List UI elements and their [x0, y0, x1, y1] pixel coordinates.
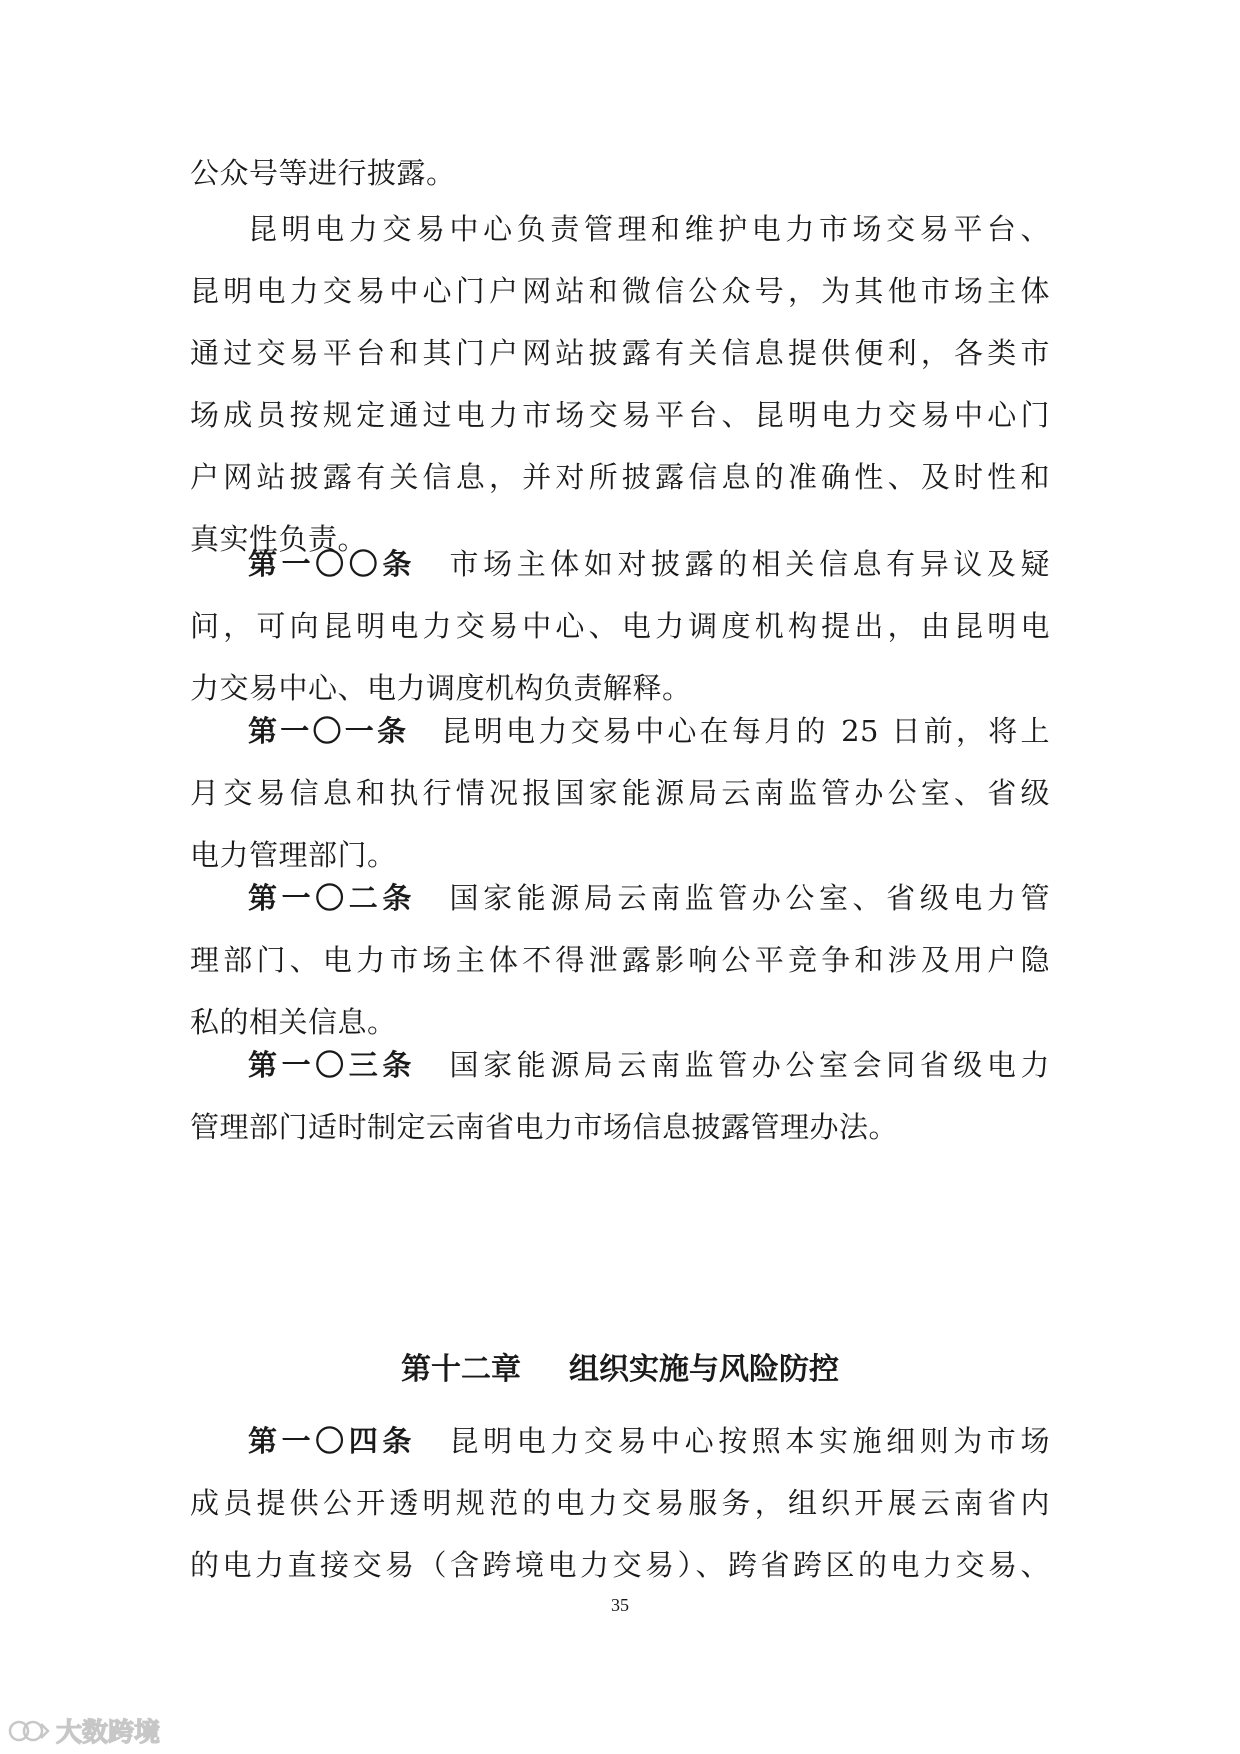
text-line: 的电力直接交易（含跨境电力交易）、跨省跨区的电力交易、 — [190, 1548, 1050, 1582]
brand-logo-icon — [8, 1716, 50, 1746]
text-line: 公众号等进行披露。 — [190, 156, 456, 190]
text-line: 户网站披露有关信息，并对所披露信息的准确性、及时性和 — [190, 460, 1050, 494]
article-text: 市场主体如对披露的相关信息有异议及疑 — [449, 547, 1050, 581]
article-101 — [190, 700, 1050, 886]
text-line: 昆明电力交易中心负责管理和维护电力市场交易平台、 — [248, 212, 1050, 246]
watermark — [8, 1712, 160, 1749]
text-line — [190, 700, 1050, 762]
article-heading: 第一〇一条 — [248, 714, 410, 748]
chapter-title: 组织实施与风险防控 — [569, 1352, 839, 1387]
article-heading: 第一〇〇条 — [248, 547, 416, 581]
chapter-number: 第十二章 — [401, 1352, 521, 1387]
article-text: 国家能源局云南监管办公室、省级电力管 — [449, 881, 1050, 915]
article-text: 昆明电力交易中心在每月的 25 日前，将上 — [441, 714, 1050, 748]
article-100 — [190, 533, 1050, 719]
article-104 — [190, 1410, 1050, 1596]
text-line: 问，可向昆明电力交易中心、电力调度机构提出，由昆明电 — [190, 609, 1050, 643]
text-line: 私的相关信息。 — [190, 1005, 397, 1039]
article-text: 昆明电力交易中心按照本实施细则为市场 — [449, 1424, 1050, 1458]
text-line: 昆明电力交易中心门户网站和微信公众号，为其他市场主体 — [190, 274, 1050, 308]
text-line: 成员提供公开透明规范的电力交易服务，组织开展云南省内 — [190, 1486, 1050, 1520]
text-line: 力交易中心、电力调度机构负责解释。 — [190, 671, 692, 705]
text-line: 通过交易平台和其门户网站披露有关信息提供便利，各类市 — [190, 336, 1050, 370]
chapter-heading — [190, 1340, 1050, 1400]
text-line: 月交易信息和执行情况报国家能源局云南监管办公室、省级 — [190, 776, 1050, 810]
article-heading: 第一〇四条 — [248, 1424, 416, 1458]
text-line: 理部门、电力市场主体不得泄露影响公平竞争和涉及用户隐 — [190, 943, 1050, 977]
watermark-text: 大数跨境 — [56, 1718, 161, 1748]
article-102 — [190, 867, 1050, 1053]
text-line: 真实性负责。 — [190, 522, 368, 556]
text-line — [190, 867, 1050, 929]
page-number: 35 — [611, 1595, 629, 1615]
text-line — [190, 1034, 1050, 1096]
article-heading: 第一〇三条 — [248, 1048, 416, 1082]
text-line: 电力管理部门。 — [190, 838, 397, 872]
article-text: 国家能源局云南监管办公室会同省级电力 — [449, 1048, 1050, 1082]
article-heading: 第一〇二条 — [248, 881, 416, 915]
text-line — [190, 1410, 1050, 1472]
text-line — [190, 533, 1050, 595]
article-103 — [190, 1034, 1050, 1158]
text-line: 场成员按规定通过电力市场交易平台、昆明电力交易中心门 — [190, 398, 1050, 432]
paragraph-continuation — [190, 142, 1050, 204]
paragraph-info-platform — [190, 198, 1050, 570]
text-line: 管理部门适时制定云南省电力市场信息披露管理办法。 — [190, 1110, 899, 1144]
